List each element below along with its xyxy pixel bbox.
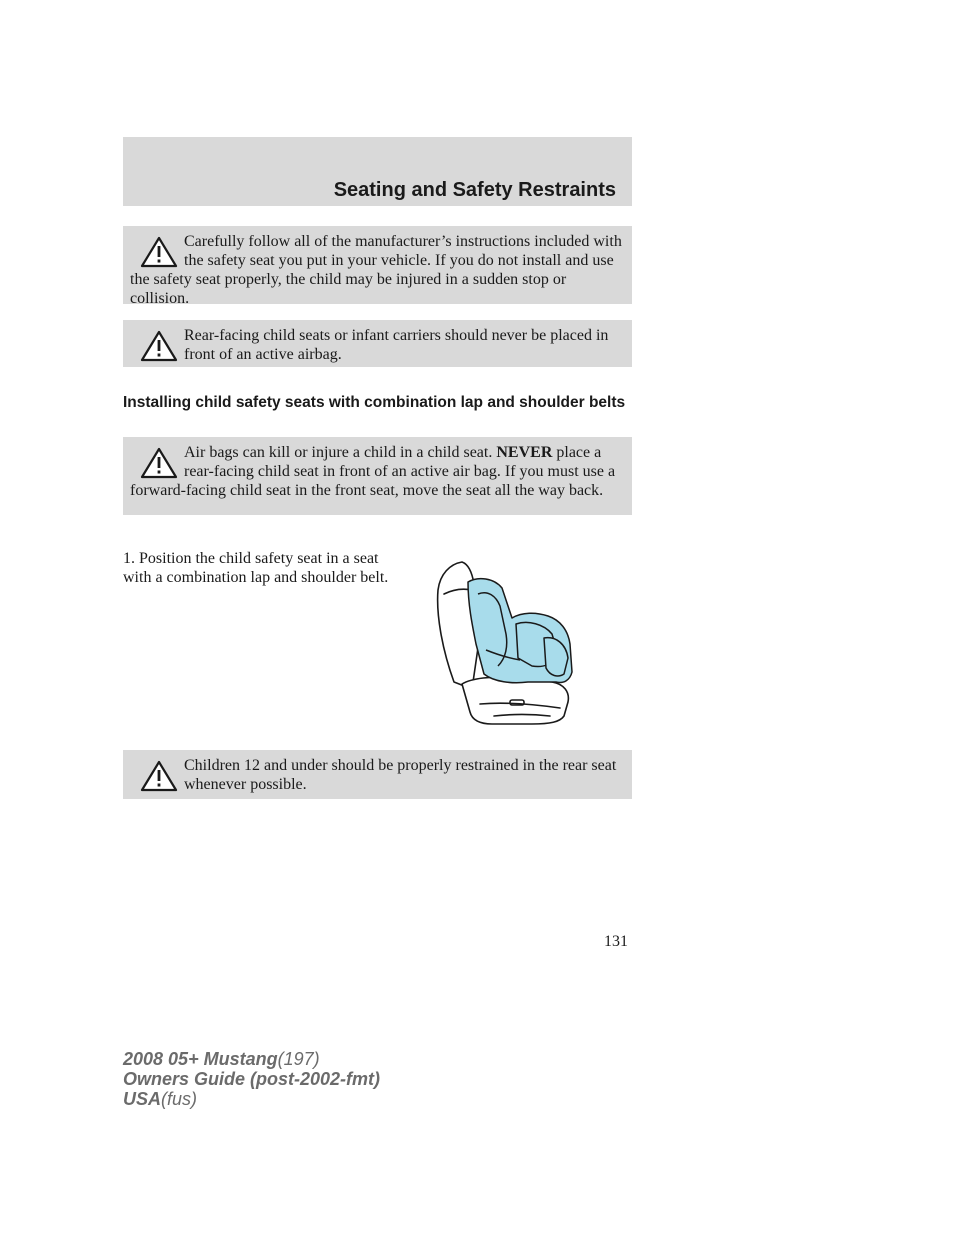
- warning-box: [123, 226, 632, 307]
- page-number: 131: [604, 933, 628, 950]
- warning-text: Children 12 and under should be properly restrained in the rear seat whenever possible.: [184, 757, 617, 793]
- section-header: [123, 137, 632, 206]
- warning-triangle-icon: [140, 236, 178, 268]
- warning-triangle-icon: [140, 447, 178, 479]
- step-text: 1. Position the child safety seat in a seat with a combination lap and shoulder belt.: [123, 550, 389, 586]
- warning-box: [123, 750, 632, 799]
- section-title: Seating and Safety Restraints: [333, 179, 616, 201]
- warning-text: Rear-facing child seats or infant carriers should never be placed in front of an active airbag.: [184, 327, 609, 363]
- never-emphasis: NEVER: [496, 444, 553, 461]
- warning-text: Carefully follow all of the manufacturer’s instructions included with the safety seat you put in your vehicle. If you do not install and use the safety seat properly, the child may be injured in a sudden stop or collision.: [130, 233, 622, 307]
- section-heading: Installing child safety seats with combination lap and shoulder belts: [123, 394, 626, 411]
- warning-text: Air bags can kill or injure a child in a child seat. NEVER place a rear-facing child seat in front of an active air bag. If you must use a forward-facing child seat in the front seat, move the seat all the way back.: [130, 444, 616, 499]
- warning-box: [123, 320, 632, 367]
- document-footer: 2008 05+ Mustang(197) Owners Guide (post-2002-fmt) USA(fus): [123, 1049, 381, 1109]
- child-seat-illustration: [432, 554, 587, 729]
- warning-box: [123, 437, 632, 515]
- warning-triangle-icon: [140, 330, 178, 362]
- warning-triangle-icon: [140, 760, 178, 792]
